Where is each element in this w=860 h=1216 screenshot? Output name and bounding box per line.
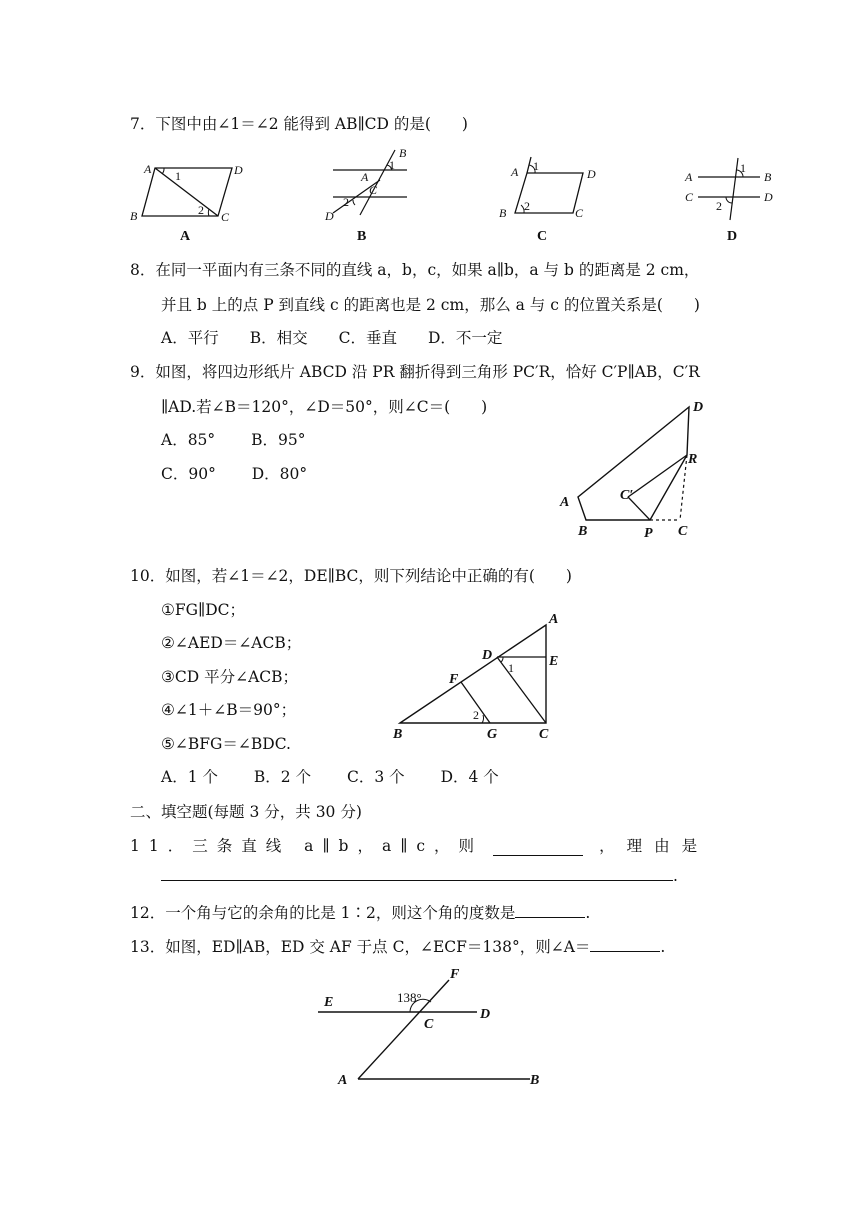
q13-figure bbox=[310, 960, 560, 1090]
q10-figure bbox=[385, 605, 570, 745]
q8-line2: 并且 b 上的点 P 到直线 c 的距离也是 2 cm，那么 a 与 c 的位置关系是( ) bbox=[161, 296, 700, 314]
q9-line2: ∥AD.若∠B＝120°，∠D＝50°，则∠C＝( ) bbox=[161, 398, 488, 416]
q13-line bbox=[130, 935, 665, 957]
q10-item-1: ①FG∥DC； bbox=[161, 601, 245, 619]
q11-text: 11．三条直线 a∥b，a∥c，则 bbox=[130, 837, 484, 855]
q9-figure bbox=[550, 395, 720, 545]
q7a-label-a: A bbox=[144, 162, 152, 176]
q11-answer-blank-2[interactable] bbox=[161, 866, 673, 881]
q8-line1: 8．在同一平面内有三条不同的直线 a，b，c，如果 a∥b，a 与 b 的距离是 2 cm， bbox=[130, 261, 700, 279]
q13-text: 13．如图，ED∥AB，ED 交 AF 于点 C，∠ECF＝138°，则∠A＝ bbox=[130, 938, 591, 956]
section-2-heading: 二、填空题(每题 3 分，共 30 分) bbox=[130, 803, 362, 821]
q10-item-4: ④∠1＋∠B＝90°； bbox=[161, 701, 297, 719]
q7b-label-a: A bbox=[361, 170, 369, 184]
q13-label-f: F bbox=[450, 967, 460, 982]
q7d-label-c: C bbox=[685, 190, 694, 204]
q13-answer-blank[interactable] bbox=[590, 937, 660, 952]
q13-label-d: D bbox=[480, 1007, 491, 1022]
q10-label-1: 1 bbox=[508, 661, 514, 675]
q11-end: . bbox=[673, 867, 678, 885]
q10-item-3: ③CD 平分∠ACB； bbox=[161, 668, 299, 686]
q11-line1 bbox=[130, 834, 730, 856]
q13-end: . bbox=[660, 938, 666, 956]
q7-figure-c bbox=[495, 145, 595, 245]
q10-label-a: A bbox=[549, 612, 559, 627]
q12-answer-blank[interactable] bbox=[515, 903, 585, 918]
q12-line bbox=[130, 901, 590, 923]
q12-end: . bbox=[585, 904, 591, 922]
q10-item-2: ②∠AED＝∠ACB； bbox=[161, 634, 302, 652]
q7a-label-d: D bbox=[234, 163, 243, 177]
q7-figure-b bbox=[325, 145, 425, 245]
q7d-label-d: D bbox=[764, 190, 773, 204]
q7c-label-2: 2 bbox=[524, 199, 530, 213]
q10-label-c: C bbox=[539, 727, 549, 742]
q10-label-b: B bbox=[393, 727, 403, 742]
q10-options: A．1 个 B．2 个 C．3 个 D．4 个 bbox=[161, 768, 499, 786]
q11-answer-blank-1[interactable] bbox=[493, 841, 583, 856]
q7b-label-d: D bbox=[325, 209, 334, 223]
q7c-label-a: A bbox=[511, 165, 519, 179]
q7d-label-a: A bbox=[685, 170, 693, 184]
q7a-label-c: C bbox=[221, 210, 230, 224]
q7d-label-b: B bbox=[764, 170, 772, 184]
q9-label-c: C bbox=[678, 524, 688, 539]
q9-label-a: A bbox=[560, 495, 570, 510]
q10-line1: 10．如图，若∠1＝∠2，DE∥BC，则下列结论中正确的有( ) bbox=[130, 567, 572, 585]
q7-text: 7．下图中由∠1＝∠2 能得到 AB∥CD 的是( ) bbox=[130, 115, 468, 133]
q9-opt2: C．90° D．80° bbox=[161, 465, 308, 483]
q7c-label-d: D bbox=[587, 167, 596, 181]
q7c-label-1: 1 bbox=[533, 159, 539, 173]
q13-label-e: E bbox=[324, 995, 334, 1010]
q8-options: A．平行 B．相交 C．垂直 D．不一定 bbox=[161, 329, 503, 347]
q7a-label-b: B bbox=[130, 209, 138, 223]
q7a-caption: A bbox=[180, 229, 191, 244]
q7a-label-2: 2 bbox=[198, 203, 204, 217]
q12-text: 12．一个角与它的余角的比是 1∶2，则这个角的度数是 bbox=[130, 904, 516, 922]
q7b-caption: B bbox=[357, 229, 367, 244]
q13-label-angle: 138° bbox=[397, 990, 422, 1005]
q7d-caption: D bbox=[727, 229, 738, 244]
q7-figure-d bbox=[680, 150, 790, 245]
q10-label-f: F bbox=[449, 672, 459, 687]
q13-label-c: C bbox=[424, 1017, 434, 1032]
q9-opt1: A．85° B．95° bbox=[161, 431, 306, 449]
q9-label-c-prime: C′ bbox=[620, 488, 634, 503]
q10-label-e: E bbox=[549, 654, 559, 669]
q7-figure-a bbox=[120, 150, 260, 245]
q11-line2 bbox=[161, 866, 678, 885]
q7a-label-1: 1 bbox=[175, 169, 181, 183]
q7c-label-b: B bbox=[499, 206, 507, 220]
q13-label-a: A bbox=[338, 1073, 348, 1088]
q11-mid: ，理由是 bbox=[599, 837, 710, 855]
q13-label-b: B bbox=[530, 1073, 540, 1088]
q9-label-d: D bbox=[693, 400, 704, 415]
q7b-label-c: C bbox=[369, 183, 378, 197]
q7b-label-2: 2 bbox=[343, 195, 349, 209]
q7b-label-1: 1 bbox=[389, 158, 395, 172]
q10-label-d: D bbox=[482, 648, 493, 663]
q7b-label-b: B bbox=[399, 146, 407, 160]
q9-line1: 9．如图，将四边形纸片 ABCD 沿 PR 翻折得到三角形 PC′R，恰好 C′P∥AB，C′R bbox=[130, 363, 700, 381]
q10-label-2: 2 bbox=[473, 708, 479, 722]
q9-label-r: R bbox=[688, 452, 698, 467]
q7d-label-1: 1 bbox=[740, 161, 746, 175]
q10-label-g: G bbox=[487, 727, 498, 742]
q9-label-b: B bbox=[578, 524, 588, 539]
q7c-label-c: C bbox=[575, 206, 584, 220]
q7c-caption: C bbox=[537, 229, 548, 244]
q7d-label-2: 2 bbox=[716, 199, 722, 213]
q10-item-5: ⑤∠BFG＝∠BDC. bbox=[161, 735, 291, 753]
q9-label-p: P bbox=[644, 526, 653, 541]
